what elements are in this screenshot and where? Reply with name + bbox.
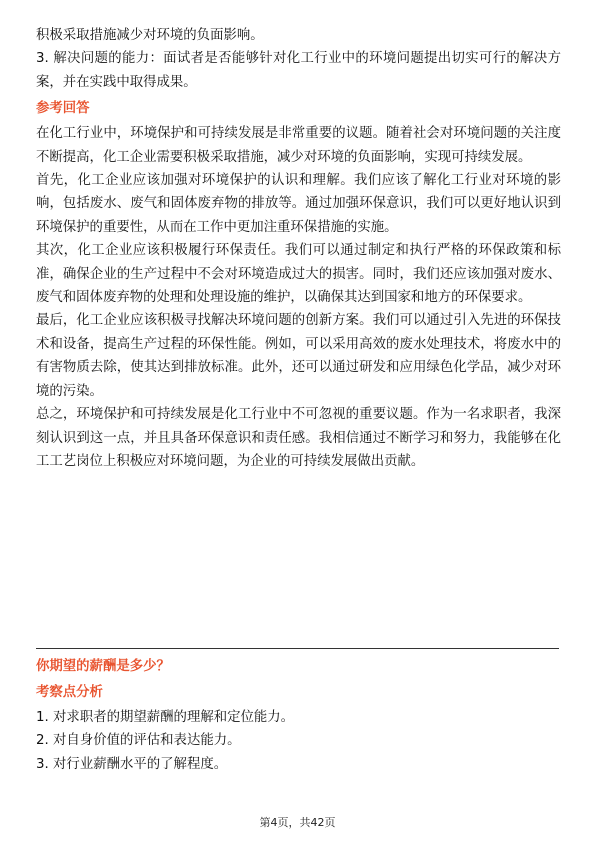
page-footer: 第4页，共42页 (259, 816, 336, 829)
section-divider (36, 648, 559, 649)
analysis-section-label: 考察点分析 (36, 685, 103, 700)
question-title: 你期望的薪酬是多少？ (36, 659, 170, 674)
question-block (36, 656, 561, 776)
analysis-item-2: 2. 对自身价值的评估和表达能力。 (36, 733, 241, 749)
answer-paragraph-4: 最后，化工企业应该积极寻找解决环境问题的创新方案。我们可以通过引入先进的环保技术和设备，提高生产过程的环保性能。例如，可以采用高效的废水处理技术，将废水中的有害物质去除，使其达到排放标准。此外，还可以通过研发和应用绿色化学品，减少对环境的污染。 (36, 313, 561, 399)
top-line-2: 3. 解决问题的能力：面试者是否能够针对化工行业中的环境问题提出切实可行的解决方案，并在实践中取得成果。 (36, 51, 561, 90)
page-content (36, 24, 561, 473)
analysis-item-1: 1. 对求职者的期望薪酬的理解和定位能力。 (36, 710, 295, 725)
answer-section-label: 参考回答 (36, 101, 90, 117)
answer-paragraph-2: 首先，化工企业应该加强对环境保护的认识和理解。我们应该了解化工行业对环境的影响，包括废水、废气和固体废弃物的排放等。通过加强环保意识，我们可以更好地认识到环境保护的重要性，从而在工作中更加注重环保措施的实施。 (36, 173, 561, 235)
top-line-1: 积极采取措施减少对环境的负面影响。 (36, 28, 264, 43)
answer-paragraph-5: 总之，环境保护和可持续发展是化工行业中不可忽视的重要议题。作为一名求职者，我深刻认识到这一点，并且具备环保意识和责任感。我相信通过不断学习和努力，我能够在化工工艺岗位上积极应对环境问题，为企业的可持续发展做出贡献。 (36, 407, 561, 469)
analysis-item-3: 3. 对行业薪酬水平的了解程度。 (36, 756, 228, 772)
answer-paragraph-3: 其次，化工企业应该积极履行环保责任。我们可以通过制定和执行严格的环保政策和标准，确保企业的生产过程中不会对环境造成过大的损害。同时，我们还应该加强对废水、废气和固体废弃物的处理和处理设施的维护，以确保其达到国家和地方的环保要求。 (36, 243, 561, 306)
answer-paragraph-1: 在化工行业中，环境保护和可持续发展是非常重要的议题。随着社会对环境问题的关注度不断提高，化工企业需要积极采取措施，减少对环境的负面影响，实现可持续发展。 (36, 126, 561, 165)
